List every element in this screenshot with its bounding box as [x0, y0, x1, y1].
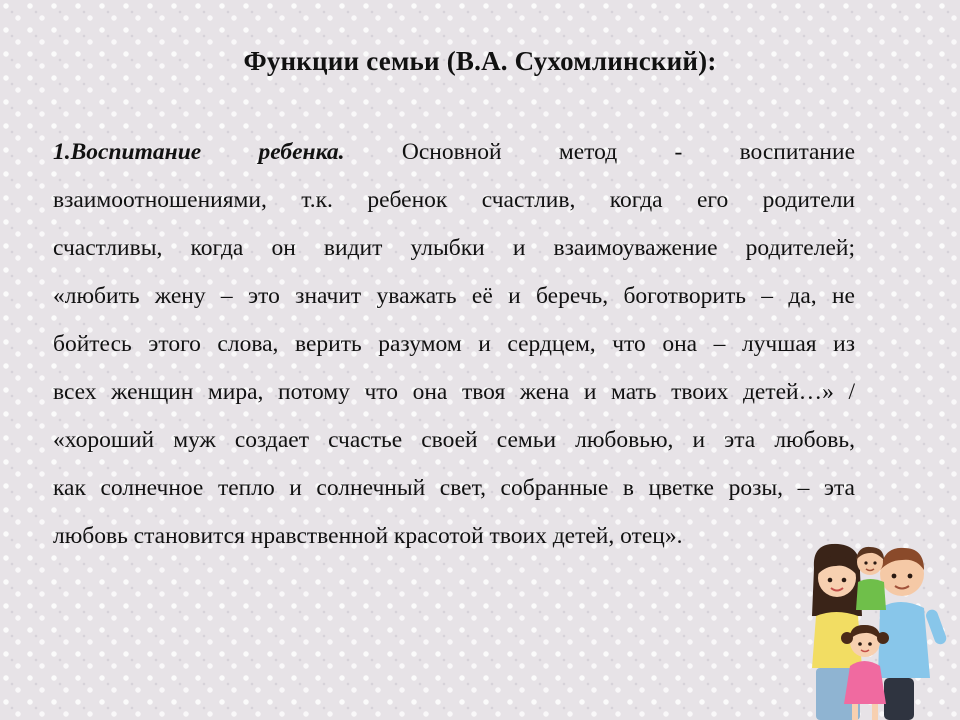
body-paragraph [53, 128, 855, 560]
paragraph-line-2: взаимоотношениями, т.к. ребенок счастлив, когда его родители [53, 187, 855, 213]
paragraph-line-9: любовь становится нравственной красотой твоих детей, отец». [53, 523, 683, 549]
father-figure [878, 548, 948, 720]
paragraph-line-4: «любить жену – это значит уважать её и беречь, боготворить – да, не [53, 283, 855, 309]
paragraph-line-7: «хороший муж создает счастье своей семьи любовью, и эта любовь, [53, 427, 855, 453]
paragraph-line-8: как солнечное тепло и солнечный свет, собранные в цветке розы, – эта [53, 475, 855, 501]
paragraph-heading: 1.Воспитание ребенка. [53, 139, 345, 165]
paragraph-line-1-text: Основной метод - воспитание [401, 139, 856, 165]
paragraph-line-3: счастливы, когда он видит улыбки и взаимоуважение родителей; [53, 235, 855, 261]
paragraph-line-1 [53, 128, 855, 176]
family-illustration [800, 538, 960, 720]
slide-title: Функции семьи (В.А. Сухомлинский): [243, 46, 717, 76]
paragraph-line-6: всех женщин мира, потому что она твоя жена и мать твоих детей…» / [53, 379, 855, 405]
paragraph-line-5: бойтесь этого слова, верить разумом и сердцем, что она – лучшая из [53, 331, 855, 357]
